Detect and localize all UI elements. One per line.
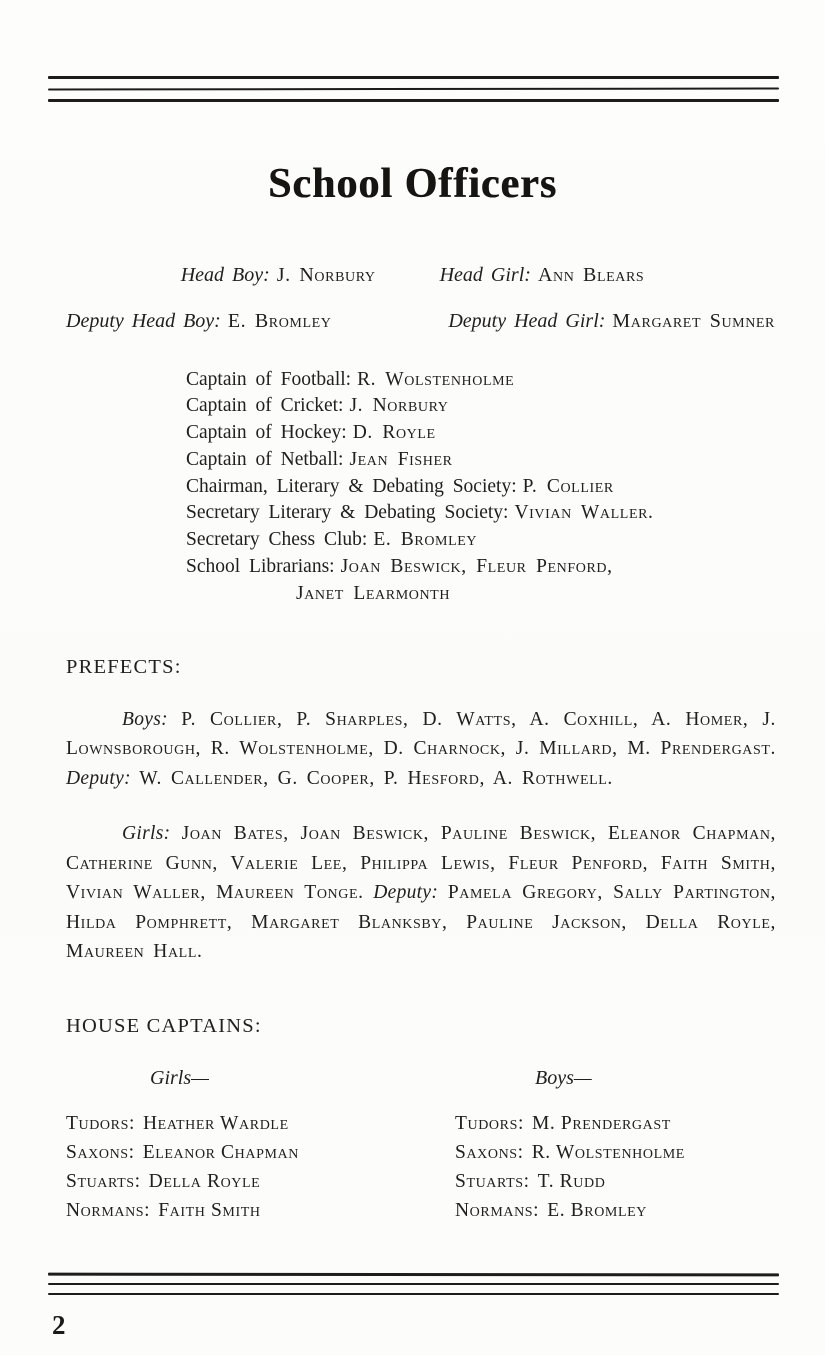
house-label: Normans: <box>66 1199 151 1221</box>
house-captains-heading: HOUSE CAPTAINS: <box>66 1014 262 1037</box>
house-label: Tudors: <box>66 1112 135 1134</box>
rule-line <box>48 87 779 90</box>
deputy-head-girl-name: Margaret Sumner <box>612 309 775 332</box>
officer-name: P. Collier <box>522 475 614 497</box>
rule-line <box>48 1293 779 1295</box>
girls-label: Girls: <box>122 823 171 845</box>
officer-name: J. Norbury <box>349 395 449 417</box>
house-label: Stuarts: <box>455 1170 530 1192</box>
house-captain-row <box>455 1109 825 1138</box>
officer-name: E. Bromley <box>373 529 478 551</box>
captain-name: R. Wolstenholme <box>531 1141 685 1163</box>
officer-line <box>186 393 785 420</box>
officer-line <box>186 367 785 394</box>
officer-role: School Librarians: <box>186 556 335 578</box>
head-boy-entry <box>181 262 376 289</box>
house-captain-row <box>66 1167 455 1196</box>
deputy-label: Deputy: <box>66 767 131 789</box>
officer-name: Jean Fisher <box>349 448 453 470</box>
house-captain-row <box>66 1109 455 1138</box>
boys-column-header: Boys— <box>535 1066 592 1089</box>
house-captain-row <box>66 1138 455 1167</box>
house-captains-columns <box>66 1064 825 1225</box>
girls-deputy-names: Pamela Gregory, Sally Partington, Hilda Pomphrett, Margaret Blanksby, Pauline Jackson, Della Royle, Maureen Hall. <box>66 882 777 963</box>
boys-label: Boys: <box>122 708 168 730</box>
deputy-label: Deputy: <box>373 882 439 904</box>
rule-line <box>48 1283 779 1285</box>
captain-name: Della Royle <box>148 1170 261 1192</box>
officer-name: D. Royle <box>352 422 436 444</box>
boys-names: P. Collier, P. Sharples, D. Watts, A. Coxhill, A. Homer, J. Lownsborough, R. Wolstenholme, D. Charnock, J. Millard, M. Prendergast. <box>66 708 777 760</box>
head-boy-name: J. Norbury <box>276 263 376 286</box>
rule-line <box>48 1272 779 1275</box>
house-label: Tudors: <box>455 1112 524 1134</box>
officer-line <box>186 527 785 554</box>
deputy-head-boy-name: E. Bromley <box>227 309 332 332</box>
rule-line <box>48 99 779 102</box>
officer-role: Captain of Netball: <box>186 448 344 470</box>
deputy-officers-row <box>0 308 825 335</box>
head-boy-label: Head Boy: <box>180 263 270 286</box>
prefects-boys-paragraph <box>66 705 776 794</box>
girls-names: Joan Bates, Joan Beswick, Pauline Beswick, Eleanor Chapman, Catherine Gunn, Valerie Lee, Philippa Lewis, Fleur Penford, Faith Smith, Vivian Waller, Maureen Tonge. <box>66 823 777 904</box>
deputy-head-girl-entry <box>448 308 775 335</box>
captain-name: Faith Smith <box>158 1199 261 1221</box>
officer-role: Secretary Chess Club: <box>186 529 368 551</box>
librarians-continuation <box>186 581 785 608</box>
house-captain-row <box>455 1196 825 1225</box>
captain-name: Eleanor Chapman <box>142 1141 299 1163</box>
rule-line <box>48 76 779 79</box>
page-number: 2 <box>52 1310 66 1340</box>
page-title: School Officers <box>267 160 558 207</box>
boys-deputy-names: W. Callender, G. Cooper, P. Hesford, A. Rothwell. <box>139 767 613 789</box>
house-label: Saxons: <box>455 1141 524 1163</box>
officer-name: Joan Beswick, Fleur Penford, <box>340 556 613 578</box>
prefects-heading: PREFECTS: <box>66 655 182 678</box>
house-captain-row <box>455 1138 825 1167</box>
bottom-rule-divider <box>48 1273 779 1296</box>
house-captains-boys-column <box>455 1064 825 1225</box>
officer-line <box>186 447 785 474</box>
house-captains-girls-column <box>66 1064 455 1225</box>
top-rule-divider <box>48 0 779 102</box>
officer-line <box>186 420 785 447</box>
officer-role: Captain of Cricket: <box>186 395 344 417</box>
deputy-head-boy-entry <box>66 308 332 335</box>
head-officers-row <box>0 262 825 289</box>
house-label: Stuarts: <box>66 1170 141 1192</box>
head-girl-entry <box>440 262 645 289</box>
officer-line <box>186 554 785 581</box>
deputy-head-boy-label: Deputy Head Boy: <box>66 309 221 332</box>
house-captain-row <box>66 1196 455 1225</box>
deputy-head-girl-label: Deputy Head Girl: <box>448 309 606 332</box>
captain-name: M. Prendergast <box>531 1112 671 1134</box>
head-girl-name: Ann Blears <box>537 263 645 286</box>
officer-role: Secretary Literary & Debating Society: <box>186 502 509 524</box>
officer-name: Vivian Waller. <box>514 502 654 524</box>
girls-column-header: Girls— <box>150 1066 209 1089</box>
officer-line <box>186 474 785 501</box>
house-captain-row <box>455 1167 825 1196</box>
officer-role: Captain of Hockey: <box>186 422 347 444</box>
house-label: Normans: <box>455 1199 540 1221</box>
officers-list <box>186 367 785 608</box>
house-label: Saxons: <box>66 1141 135 1163</box>
officer-name: Janet Learmonth <box>296 582 451 604</box>
officer-name: R. Wolstenholme <box>357 368 515 390</box>
head-girl-label: Head Girl: <box>439 263 531 286</box>
captain-name: Heather Wardle <box>142 1112 289 1134</box>
officer-line <box>186 500 785 527</box>
prefects-girls-paragraph <box>66 819 776 967</box>
officer-role: Chairman, Literary & Debating Society: <box>186 475 517 497</box>
officer-role: Captain of Football: <box>186 368 352 390</box>
captain-name: T. Rudd <box>537 1170 606 1192</box>
captain-name: E. Bromley <box>547 1199 647 1221</box>
